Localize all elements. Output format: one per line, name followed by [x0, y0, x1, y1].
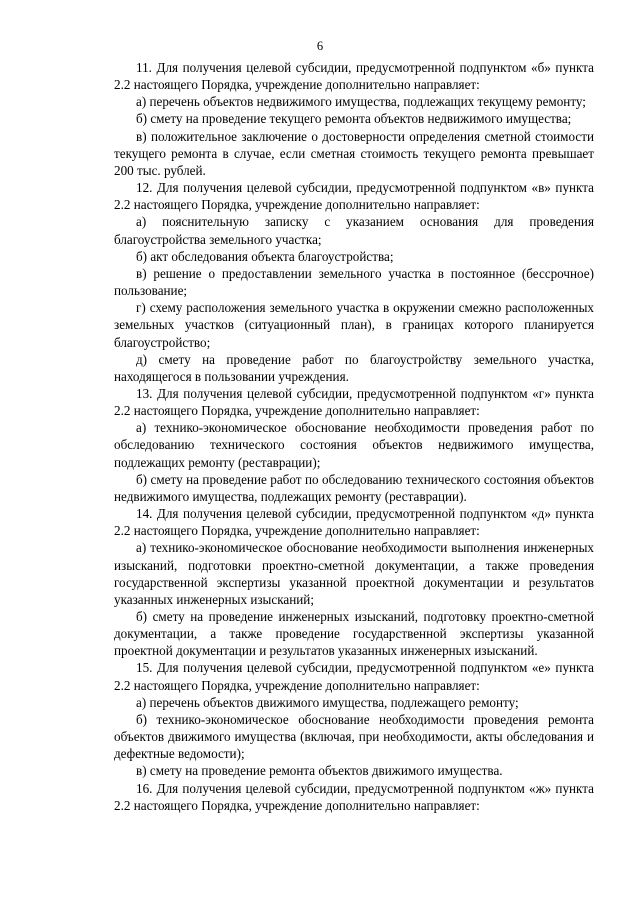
paragraph-13: 13. Для получения целевой субсидии, предусмотренной подпунктом «г» пункта 2.2 настоящего Порядка, учреждение дополнительно направляет: [114, 385, 594, 419]
paragraph-12-b: б) акт обследования объекта благоустройства; [136, 248, 394, 264]
paragraph-15-b: б) технико-экономическое обоснование необходимости проведения ремонта объектов движимого имущества (включая, при необходимости, акты обследования и дефектные ведомости); [114, 711, 594, 762]
paragraph-15-a: а) перечень объектов движимого имущества, подлежащего ремонту; [136, 694, 519, 710]
paragraph-12-g: г) схему расположения земельного участка в окружении смежно расположенных земельных участков (ситуационный план), в границах которого планируется благоустройство; [114, 300, 594, 350]
paragraph-11-a: а) перечень объектов недвижимого имущества, подлежащих текущему ремонту; [136, 94, 586, 110]
paragraph-16: 16. Для получения целевой субсидии, предусмотренной подпунктом «ж» пункта 2.2 настоящего Порядка, учреждение дополнительно направляет: [114, 780, 594, 813]
paragraph-12-v: в) решение о предоставлении земельного участка в постоянное (бессрочное) пользование; [114, 265, 594, 299]
paragraph-11-v: в) положительное заключение о достоверности определения сметной стоимости текущего ремонта в случае, если сметная стоимость текущего ремонта превышает 200 тыс. рублей. [114, 128, 594, 178]
paragraph-11: 11. Для получения целевой субсидии, предусмотренной подпунктом «б» пункта 2.2 настоящего Порядка, учреждение дополнительно направляет: [114, 60, 594, 93]
paragraph-11-b: б) смету на проведение текущего ремонта объектов недвижимого имущества; [136, 111, 572, 127]
paragraph-14-b: б) смету на проведение инженерных изысканий, подготовку проектно-сметной документации, а также проведение государственной экспертизы указанной проектной документации и результатов указанных инженерных изысканий. [114, 609, 594, 659]
paragraph-12-d: д) смету на проведение работ по благоустройству земельного участка, находящегося в пользовании учреждения. [114, 351, 594, 384]
paragraph-12-a: а) пояснительную записку с указанием основания для проведения благоустройства земельного участка; [114, 214, 594, 247]
paragraph-14: 14. Для получения целевой субсидии, предусмотренной подпунктом «д» пункта 2.2 настоящего Порядка, учреждение дополнительно направляет: [114, 506, 594, 539]
document-body [114, 59, 594, 814]
paragraph-13-b: б) смету на проведение работ по обследованию технического состояния объектов недвижимого имущества, подлежащих ремонту (реставрации). [114, 471, 594, 504]
paragraph-12: 12. Для получения целевой субсидии, предусмотренной подпунктом «в» пункта 2.2 настоящего Порядка, учреждение дополнительно направляет: [114, 180, 594, 213]
page-number: 6 [316, 39, 324, 53]
paragraph-13-a: а) технико-экономическое обоснование необходимости проведения работ по обследованию технического состояния объектов недвижимого имущества, подлежащих ремонту (реставрации); [114, 420, 594, 470]
paragraph-14-a: а) технико-экономическое обоснование необходимости выполнения инженерных изысканий, подготовки проектно-сметной документации, а также проведения государственной экспертизы указанной проектной документации и результатов указанных инженерных изысканий; [114, 540, 594, 607]
paragraph-15-v: в) смету на проведение ремонта объектов движимого имущества. [136, 763, 503, 779]
paragraph-15: 15. Для получения целевой субсидии, предусмотренной подпунктом «е» пункта 2.2 настоящего Порядка, учреждение дополнительно направляет: [114, 660, 594, 693]
